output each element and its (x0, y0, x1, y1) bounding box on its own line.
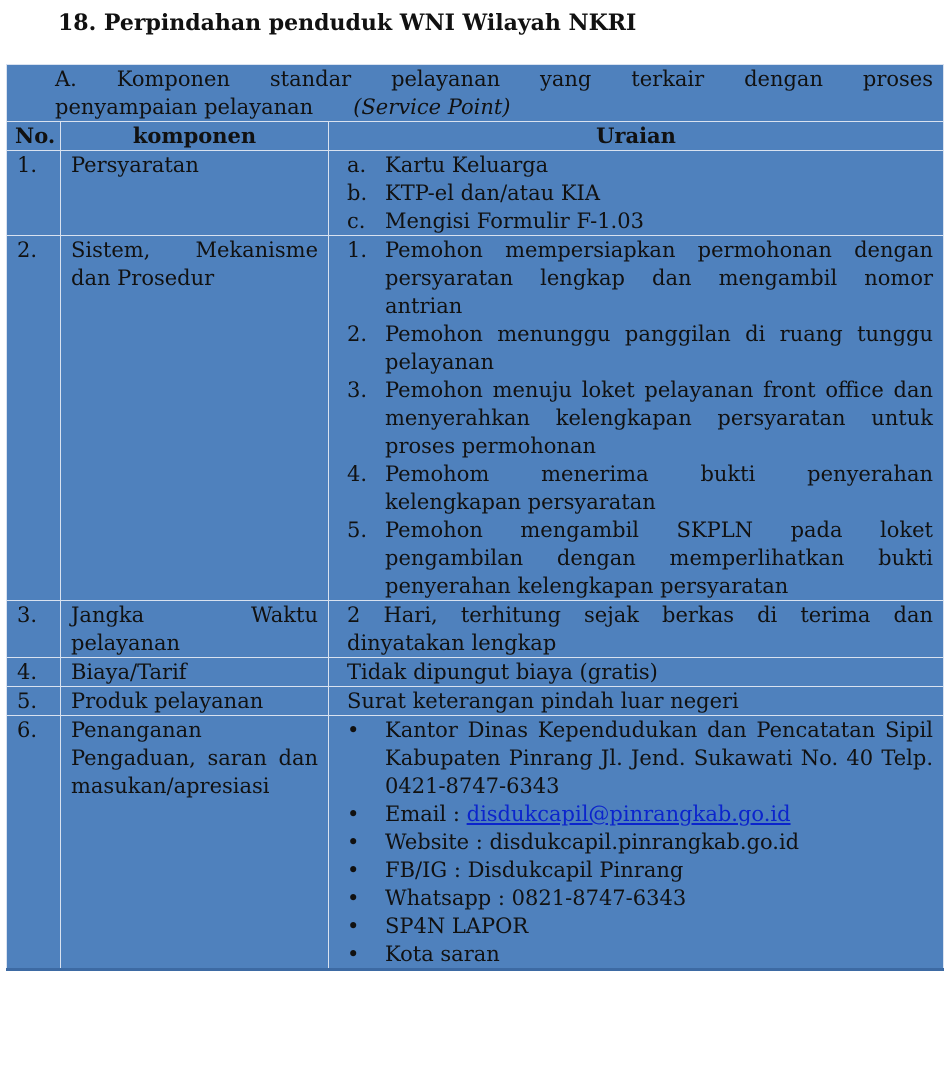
list-item: 2. Pemohon menunggu panggilan di ruang tunggu pelayanan (347, 322, 933, 374)
table-row (7, 236, 944, 601)
page-title: 18. Perpindahan penduduk WNI Wilayah NKRI (58, 10, 637, 36)
row-number: 5. (7, 687, 61, 716)
procedure-list (347, 236, 933, 600)
list-item: 5. Pemohon mengambil SKPLN pada loket pengambilan dengan memperlihatkan bukti penyerahan kelengkapan persyaratan (347, 518, 933, 598)
row-komponen: Jangka Waktu pelayanan (61, 601, 329, 658)
bullet-icon: • (347, 718, 360, 742)
row-uraian: 2 Hari, terhitung sejak berkas di terima dan dinyatakan lengkap (329, 601, 944, 658)
table-row (7, 601, 944, 658)
row-uraian (329, 151, 944, 236)
header-komponen: komponen (61, 122, 329, 151)
row-uraian: Surat keterangan pindah luar negeri (329, 687, 944, 716)
row-number: 2. (7, 236, 61, 601)
row-komponen: Penanganan Pengaduan, saran dan masukan/apresiasi (61, 716, 329, 970)
table-row (7, 151, 944, 236)
row-uraian (329, 236, 944, 601)
row-komponen: Persyaratan (61, 151, 329, 236)
email-link[interactable]: disdukcapil@pinrangkab.go.id (466, 802, 791, 826)
list-item: • SP4N LAPOR (347, 914, 529, 938)
table-row (7, 658, 944, 687)
row-number: 6. (7, 716, 61, 970)
list-item: 4. Pemohom menerima bukti penyerahan kelengkapan persyaratan (347, 462, 933, 514)
row-komponen: Biaya/Tarif (61, 658, 329, 687)
list-item: • Kota saran (347, 942, 500, 966)
section-heading-line2: penyampaian pelayanan (55, 95, 314, 119)
service-point-label: (Service Point) (353, 95, 511, 119)
service-standard-table (6, 64, 944, 971)
row-uraian: Tidak dipungut biaya (gratis) (329, 658, 944, 687)
list-item: 1. Pemohon mempersiapkan permohonan dengan persyaratan lengkap dan mengambil nomor antrian (347, 238, 933, 318)
bullet-icon: • (347, 858, 360, 882)
bullet-icon: • (347, 886, 360, 910)
table-row (7, 716, 944, 970)
row-number: 1. (7, 151, 61, 236)
list-item: • FB/IG : Disdukcapil Pinrang (347, 858, 684, 882)
list-item: • Kantor Dinas Kependudukan dan Pencatatan Sipil Kabupaten Pinrang Jl. Jend. Sukawati No. 40 Telp. 0421-8747-6343 (347, 718, 933, 798)
list-item: b. KTP-el dan/atau KIA (347, 181, 600, 205)
row-number: 4. (7, 658, 61, 687)
row-uraian (329, 716, 944, 970)
bullet-icon: • (347, 942, 360, 966)
table-header-row (7, 122, 944, 151)
bullet-icon: • (347, 914, 360, 938)
section-heading-line1: A. Komponen standar pelayanan yang terkair dengan proses (55, 67, 933, 91)
complaint-channels-list (347, 716, 933, 968)
bullet-icon: • (347, 830, 360, 854)
table-row (7, 687, 944, 716)
header-no: No. (7, 122, 61, 151)
list-item: • Whatsapp : 0821-8747-6343 (347, 886, 687, 910)
row-komponen: Produk pelayanan (61, 687, 329, 716)
bullet-icon: • (347, 802, 360, 826)
list-item: 3. Pemohon menuju loket pelayanan front office dan menyerahkan kelengkapan persyaratan untuk proses permohonan (347, 378, 933, 458)
list-item: • Website : disdukcapil.pinrangkab.go.id (347, 830, 800, 854)
list-item: a. Kartu Keluarga (347, 153, 549, 177)
section-heading (7, 65, 944, 122)
section-heading-row (7, 65, 944, 122)
requirements-list (347, 151, 933, 235)
list-item: • Email : disdukcapil@pinrangkab.go.id (347, 802, 791, 826)
list-item: c. Mengisi Formulir F-1.03 (347, 209, 644, 233)
row-komponen: Sistem, Mekanisme dan Prosedur (61, 236, 329, 601)
row-number: 3. (7, 601, 61, 658)
header-uraian: Uraian (329, 122, 944, 151)
